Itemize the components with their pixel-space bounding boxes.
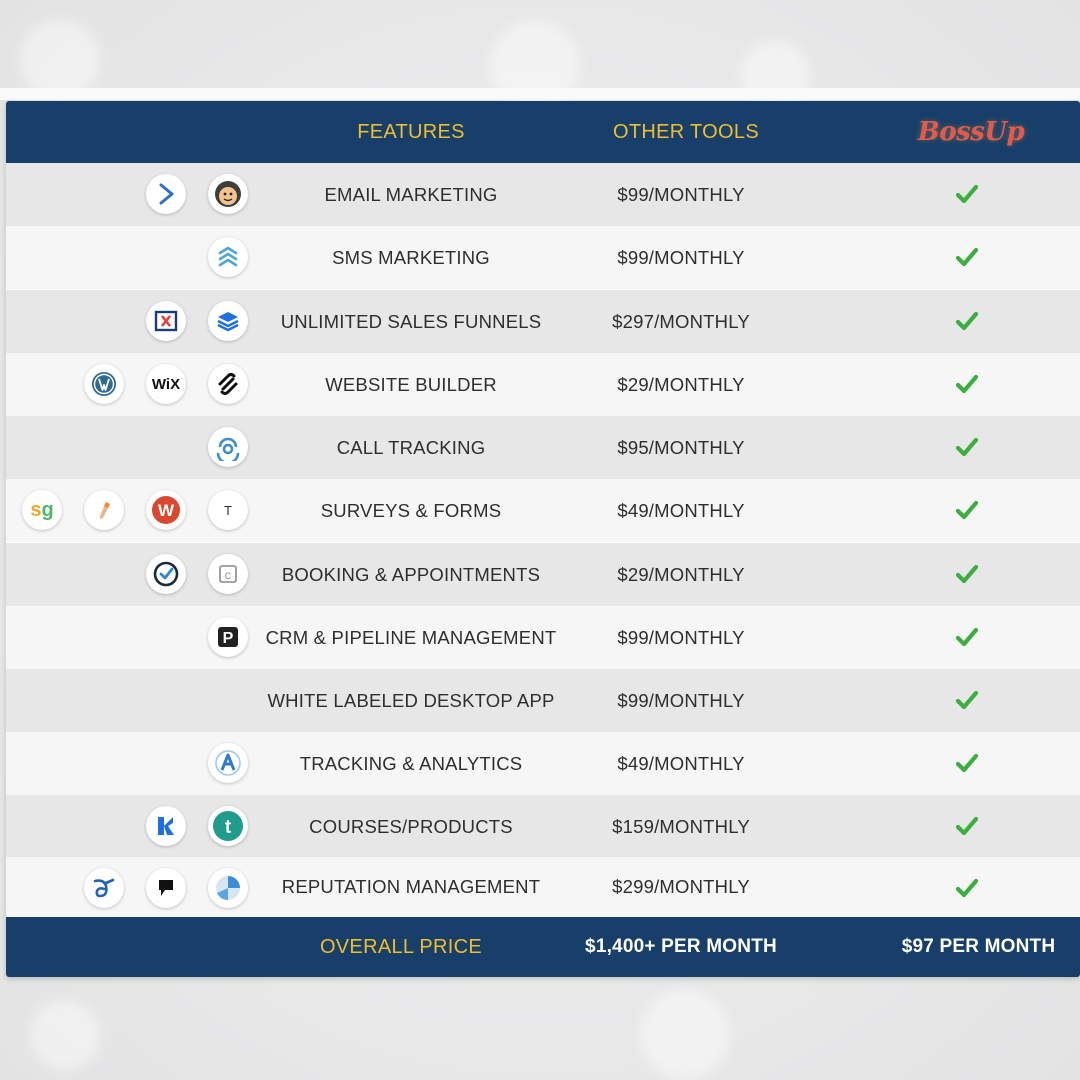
- feature-name: EMAIL MARKETING: [324, 183, 498, 205]
- clickfunnels-icon: [146, 301, 186, 341]
- table-row: [6, 606, 1080, 669]
- svg-text:t: t: [224, 817, 232, 838]
- other-tools-price: $49/MONTHLY: [617, 752, 745, 774]
- other-tools-price: $99/MONTHLY: [617, 689, 745, 711]
- bossup-logo: BossUp: [917, 117, 1025, 147]
- table-row: [6, 857, 1080, 917]
- podium-icon: [146, 868, 186, 908]
- check-icon: [954, 687, 980, 713]
- feature-name: BOOKING & APPOINTMENTS: [281, 563, 541, 585]
- reputation-icon: [208, 868, 248, 908]
- other-tools-price: $95/MONTHLY: [617, 436, 745, 458]
- surveygizmo-icon: [22, 490, 62, 530]
- table-row: [6, 226, 1080, 289]
- check-icon: [954, 750, 980, 776]
- table-footer: [6, 917, 1080, 977]
- svg-text:sg: sg: [30, 499, 54, 521]
- other-tools-total: $1,400+ PER MONTH: [585, 936, 777, 957]
- wix-icon: [146, 364, 186, 404]
- bossup-total: $97 PER MONTH: [901, 936, 1056, 957]
- other-tools-price: $29/MONTHLY: [617, 563, 745, 585]
- table-body: [6, 163, 1080, 917]
- overall-price-label: OVERALL PRICE: [319, 935, 483, 958]
- feature-name: CALL TRACKING: [336, 436, 486, 458]
- mailchimp-icon: [208, 174, 248, 214]
- typeform-icon: [208, 490, 248, 530]
- other-tools-price: $297/MONTHLY: [612, 310, 750, 332]
- wufoo-icon: [146, 490, 186, 530]
- feature-name: TRACKING & ANALYTICS: [299, 752, 523, 774]
- table-row: [6, 290, 1080, 353]
- svg-text:T: T: [224, 503, 232, 518]
- feature-name: CRM & PIPELINE MANAGEMENT: [265, 626, 557, 648]
- check-icon: [954, 624, 980, 650]
- birdeye-icon: [84, 868, 124, 908]
- features-column-header: FEATURES: [357, 120, 465, 143]
- other-tools-column-header: OTHER TOOLS: [613, 120, 759, 143]
- svg-text:WiX: WiX: [151, 376, 181, 393]
- teachable-icon: [208, 806, 248, 846]
- check-icon: [954, 561, 980, 587]
- feature-name: WHITE LABELED DESKTOP APP: [267, 689, 555, 711]
- other-tools-price: $99/MONTHLY: [617, 246, 745, 268]
- callrail-icon: [208, 427, 248, 467]
- table-row: [6, 795, 1080, 858]
- check-icon: [954, 813, 980, 839]
- comparison-table: [6, 101, 1080, 977]
- svg-text:C: C: [224, 571, 232, 581]
- table-row: [6, 416, 1080, 479]
- table-row: [6, 732, 1080, 795]
- check-icon: [954, 875, 980, 901]
- feature-name: SMS MARKETING: [332, 246, 490, 268]
- other-tools-price: $299/MONTHLY: [612, 876, 750, 897]
- analytics-a-icon: [208, 743, 248, 783]
- other-tools-price: $49/MONTHLY: [617, 499, 745, 521]
- squarespace-icon: [208, 364, 248, 404]
- table-row: [6, 543, 1080, 606]
- wordpress-icon: [84, 364, 124, 404]
- check-icon: [954, 244, 980, 270]
- check-icon: [954, 308, 980, 334]
- feature-name: REPUTATION MANAGEMENT: [281, 876, 541, 897]
- stack-chevrons-icon: [208, 237, 248, 277]
- table-header: [6, 101, 1080, 163]
- activecampaign-icon: [146, 174, 186, 214]
- layers-icon: [208, 301, 248, 341]
- check-icon: [954, 371, 980, 397]
- svg-text:W: W: [157, 501, 175, 520]
- check-icon: [954, 181, 980, 207]
- other-tools-price: $159/MONTHLY: [612, 815, 750, 837]
- table-row: [6, 163, 1080, 226]
- feature-name: WEBSITE BUILDER: [325, 373, 497, 395]
- kajabi-icon: [146, 806, 186, 846]
- table-row: [6, 479, 1080, 542]
- check-circle-icon: [146, 554, 186, 594]
- other-tools-price: $99/MONTHLY: [617, 183, 745, 205]
- check-icon: [954, 434, 980, 460]
- svg-text:P: P: [222, 630, 234, 647]
- check-icon: [954, 497, 980, 523]
- table-row: [6, 669, 1080, 732]
- feature-name: SURVEYS & FORMS: [320, 499, 502, 521]
- feature-name: COURSES/PRODUCTS: [309, 815, 513, 837]
- calendar-icon: [208, 554, 248, 594]
- feature-name: UNLIMITED SALES FUNNELS: [280, 310, 542, 332]
- other-tools-price: $29/MONTHLY: [617, 373, 745, 395]
- other-tools-price: $99/MONTHLY: [617, 626, 745, 648]
- table-row: [6, 353, 1080, 416]
- pipedrive-icon: [208, 617, 248, 657]
- pencil-icon: [84, 490, 124, 530]
